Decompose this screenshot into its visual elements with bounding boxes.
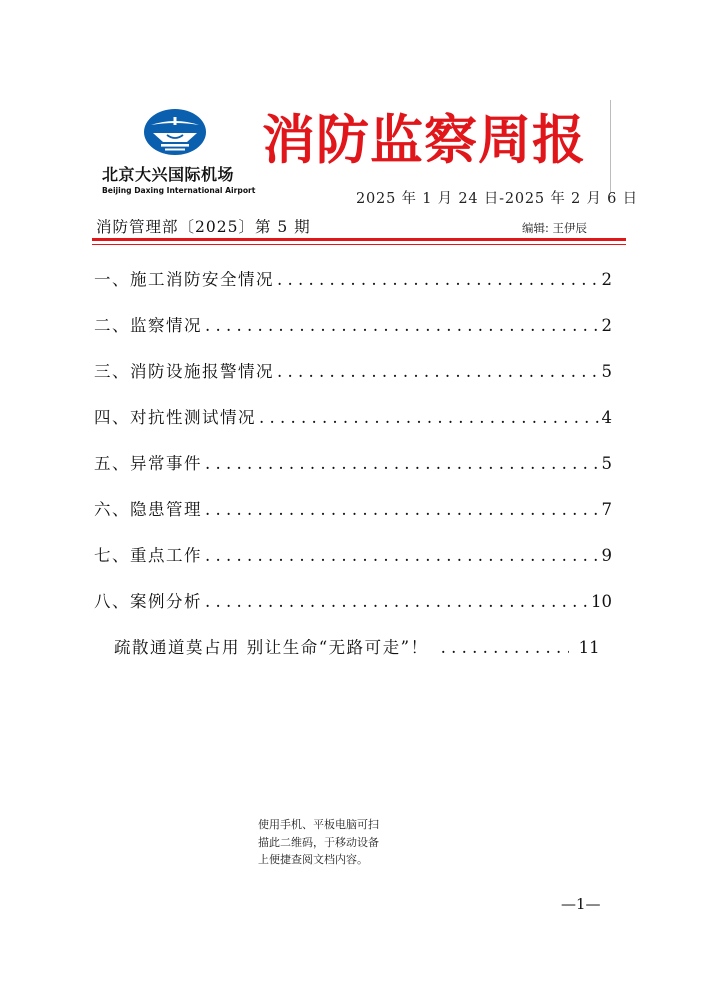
toc-item-adversarial-tests[interactable]: [94, 404, 612, 450]
report-issue-number: 消防管理部〔2025〕第 5 期: [96, 218, 311, 236]
report-date-range: 2025 年 1 月 24 日-2025 年 2 月 6 日: [356, 191, 638, 207]
qr-code-note: [258, 816, 379, 869]
toc-item-page: 4: [601, 408, 612, 427]
toc-item-page: 2: [601, 270, 612, 289]
airport-name-en: Beijing Daxing International Airport: [102, 186, 256, 195]
toc-item-construction-safety[interactable]: [94, 266, 612, 312]
qr-note-line: 描此二维码，于移动设备: [258, 835, 379, 849]
page-number: —1—: [561, 895, 601, 913]
toc-leader-dots: [205, 592, 588, 611]
toc-item-alarms[interactable]: [94, 358, 612, 404]
toc-leader-dots: [205, 546, 599, 565]
toc-item-label: 八、案例分析: [94, 592, 202, 611]
airport-logo: [98, 104, 256, 200]
toc-leader-dots: [205, 500, 599, 519]
toc-item-page: 10: [591, 592, 612, 611]
toc-item-key-work[interactable]: [94, 542, 612, 588]
toc-item-page: 2: [601, 316, 612, 335]
toc-item-label: 四、对抗性测试情况: [94, 408, 256, 427]
airport-name-cn: 北京大兴国际机场: [102, 165, 235, 184]
header-divider-thin: [92, 244, 626, 245]
header-divider-thick: [92, 238, 626, 241]
toc-item-label: 二、监察情况: [94, 316, 202, 335]
toc-item-page: 11: [578, 638, 600, 657]
report-title: 消防监察周报: [262, 109, 586, 171]
toc-leader-dots: [259, 408, 599, 427]
toc-leader-dots: [205, 316, 599, 335]
qr-note-line: 使用手机、平板电脑可扫: [258, 818, 379, 831]
airport-emblem-icon: [143, 108, 207, 156]
report-editor: 编辑: 王伊辰: [522, 221, 588, 235]
toc-item-case-analysis[interactable]: [94, 588, 612, 634]
qr-note-line: 上便捷查阅文档内容。: [258, 853, 368, 866]
toc-item-label: 疏散通道莫占用 别让生命“无路可走”！: [114, 638, 429, 657]
toc-item-label: 六、隐患管理: [94, 500, 202, 519]
toc-item-page: 9: [601, 546, 612, 565]
table-of-contents: [94, 266, 612, 680]
toc-leader-dots: [277, 270, 599, 289]
toc-item-label: 三、消防设施报警情况: [94, 362, 274, 381]
toc-leader-dots: [205, 454, 599, 473]
title-divider: [610, 100, 611, 194]
toc-item-label: 一、施工消防安全情况: [94, 270, 274, 289]
toc-item-inspection[interactable]: [94, 312, 612, 358]
toc-item-page: 7: [601, 500, 612, 519]
toc-item-page: 5: [601, 454, 612, 473]
toc-leader-dots: [441, 638, 569, 657]
toc-item-label: 五、异常事件: [94, 454, 202, 473]
toc-item-label: 七、重点工作: [94, 546, 202, 565]
toc-leader-dots: [277, 362, 599, 381]
toc-item-hazard-management[interactable]: [94, 496, 612, 542]
toc-item-page: 5: [601, 362, 612, 381]
toc-subitem-evacuation[interactable]: [94, 634, 612, 680]
toc-item-abnormal-events[interactable]: [94, 450, 612, 496]
